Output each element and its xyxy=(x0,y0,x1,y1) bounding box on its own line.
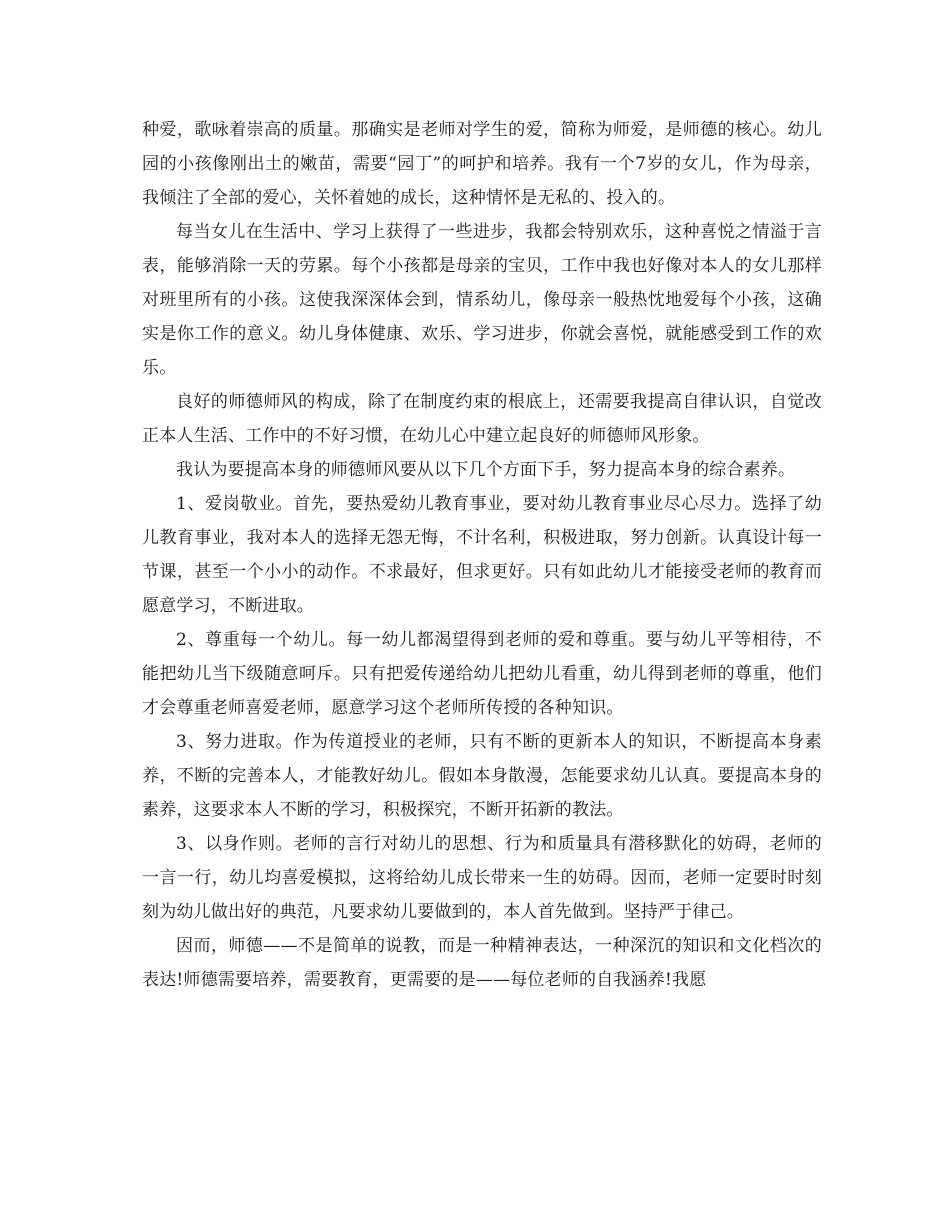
paragraph-3: 良好的师德师风的构成，除了在制度约束的根底上，还需要我提高自律认识，自觉改正本人生活、工作中的不好习惯，在幼儿心中建立起良好的师德师风形象。 xyxy=(142,392,822,446)
paragraph-6: 2、尊重每一个幼儿。每一幼儿都渴望得到老师的爱和尊重。要与幼儿平等相待，不能把幼儿当下级随意呵斥。只有把爱传递给幼儿把幼儿看重，幼儿得到老师的尊重，他们才会尊重老师喜爱老师，愿意学习这个老师所传授的各种知识。 xyxy=(142,630,822,718)
paragraph-5: 1、爱岗敬业。首先，要热爱幼儿教育事业，要对幼儿教育事业尽心尽力。选择了幼儿教育事业，我对本人的选择无怨无悔，不计名利，积极进取，努力创新。认真设计每一节课，甚至一个小小的动作。不求最好，但求更好。只有如此幼儿才能接受老师的教育而愿意学习，不断进取。 xyxy=(142,494,822,616)
paragraph-8: 3、以身作则。老师的言行对幼儿的思想、行为和质量具有潜移默化的妨碍，老师的一言一行，幼儿均喜爱模拟，这将给幼儿成长带来一生的妨碍。因而，老师一定要时时刻刻为幼儿做出好的典范，凡要求幼儿要做到的，本人首先做到。坚持严于律己。 xyxy=(142,834,822,922)
paragraph-4: 我认为要提高本身的师德师风要从以下几个方面下手，努力提高本身的综合素养。 xyxy=(176,460,796,480)
document-body xyxy=(142,113,822,997)
paragraph-2: 每当女儿在生活中、学习上获得了一些进步，我都会特别欢乐，这种喜悦之情溢于言表，能够消除一天的劳累。每个小孩都是母亲的宝贝，工作中我也好像对本人的女儿那样对班里所有的小孩。这使我深深体会到，情系幼儿，像母亲一般热忱地爱每个小孩，这确实是你工作的意义。幼儿身体健康、欢乐、学习进步，你就会喜悦，就能感受到工作的欢乐。 xyxy=(142,222,822,378)
paragraph-1: 种爱，歌咏着崇高的质量。那确实是老师对学生的爱，简称为师爱，是师德的核心。幼儿园的小孩像刚出土的嫩苗，需要“园丁”的呵护和培养。我有一个7岁的女儿，作为母亲，我倾注了全部的爱心，关怀着她的成长，这种情怀是无私的、投入的。 xyxy=(142,120,822,208)
paragraph-7: 3、努力进取。作为传道授业的老师，只有不断的更新本人的知识，不断提高本身素养，不断的完善本人，才能教好幼儿。假如本身散漫，怎能要求幼儿认真。要提高本身的素养，这要求本人不断的学习，积极探究，不断开拓新的教法。 xyxy=(142,732,822,820)
paragraph-9: 因而，师德——不是简单的说教，而是一种精神表达，一种深沉的知识和文化档次的表达!师德需要培养，需要教育，更需要的是——每位老师的自我涵养!我愿 xyxy=(142,936,822,990)
